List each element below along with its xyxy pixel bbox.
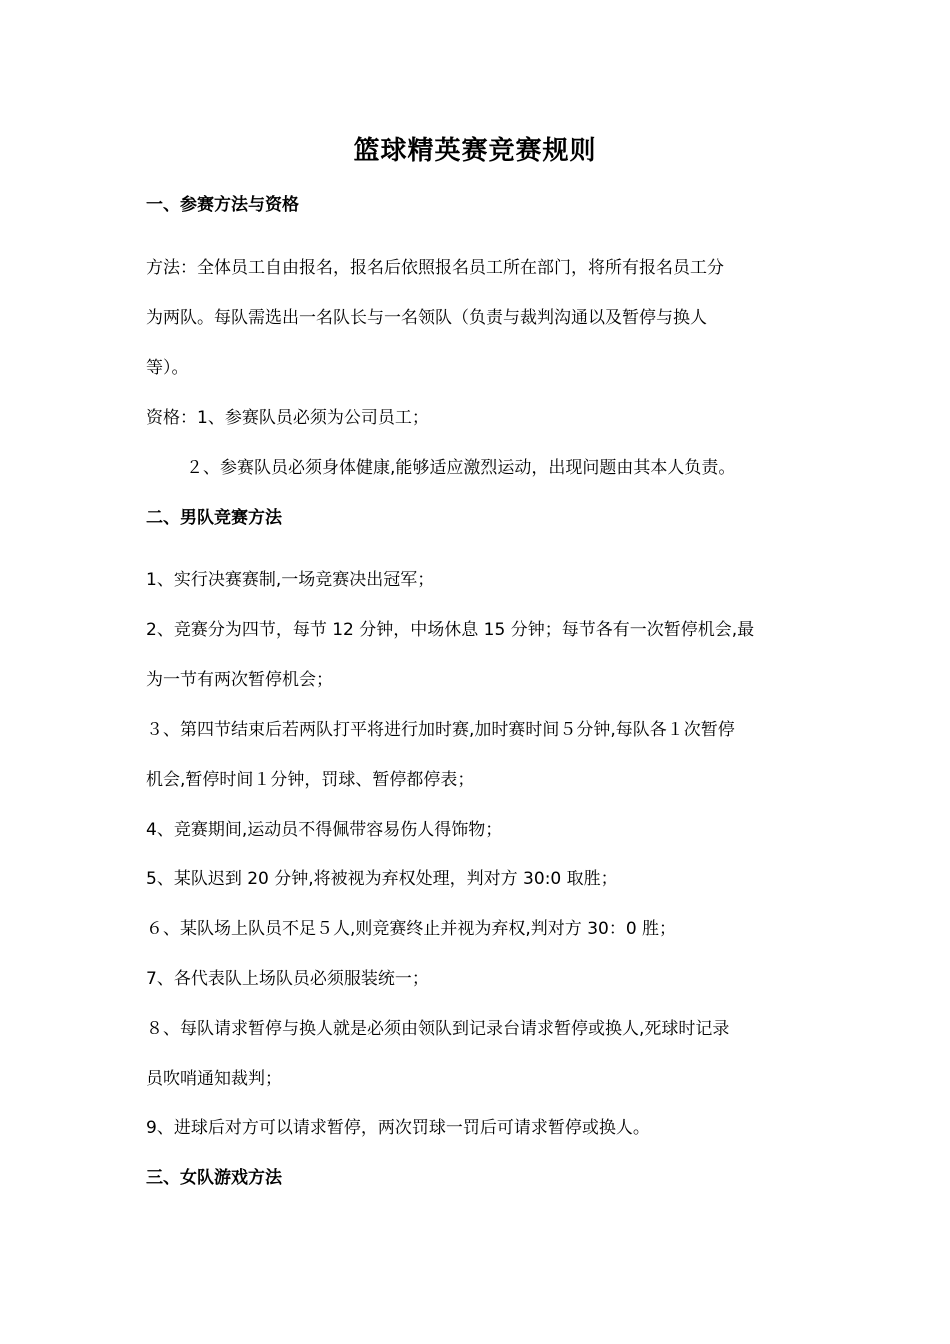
rule-8-line-2: 员吹哨通知裁判；	[146, 1069, 282, 1089]
qualification-line-2: ２、参赛队员必须身体健康,能够适应激烈运动，出现问题由其本人负责。	[186, 458, 736, 478]
rule-8-line-1: ８、每队请求暂停与换人就是必须由领队到记录台请求暂停或换人,死球时记录	[146, 1019, 730, 1039]
method-line-1: 方法：全体员工自由报名，报名后依照报名员工所在部门，将所有报名员工分	[146, 258, 724, 278]
rule-2-line-2: 为一节有两次暂停机会；	[146, 670, 333, 690]
rule-1: 1、实行决赛赛制,一场竞赛决出冠军；	[146, 570, 435, 590]
rule-7: 7、各代表队上场队员必须服装统一；	[146, 969, 429, 989]
page-title: 篮球精英赛竞赛规则	[353, 136, 597, 166]
rule-5: 5、某队迟到 20 分钟,将被视为弃权处理，判对方 30:0 取胜；	[146, 869, 618, 889]
rule-3-line-2: 机会,暂停时间１分钟，罚球、暂停都停表；	[146, 770, 475, 790]
section-heading-1: 一、参赛方法与资格	[146, 195, 299, 215]
rule-6: ６、某队场上队员不足５人,则竞赛终止并视为弃权,判对方 30：0 胜；	[146, 919, 677, 939]
method-line-2: 为两队。每队需选出一名队长与一名领队（负责与裁判沟通以及暂停与换人	[146, 308, 707, 328]
section-heading-3: 三、女队游戏方法	[146, 1168, 282, 1188]
method-line-3: 等）。	[146, 358, 189, 378]
section-heading-2: 二、男队竞赛方法	[146, 508, 282, 528]
rule-2-line-1: 2、竞赛分为四节，每节 12 分钟，中场休息 15 分钟；每节各有一次暂停机会,最	[146, 620, 755, 640]
rule-9: 9、进球后对方可以请求暂停，两次罚球一罚后可请求暂停或换人。	[146, 1118, 650, 1138]
rule-3-line-1: ３、第四节结束后若两队打平将进行加时赛,加时赛时间５分钟,每队各１次暂停	[146, 720, 735, 740]
qualification-line-1: 资格：1、参赛队员必须为公司员工；	[146, 408, 429, 428]
rule-4: 4、竞赛期间,运动员不得佩带容易伤人得饰物；	[146, 820, 503, 840]
